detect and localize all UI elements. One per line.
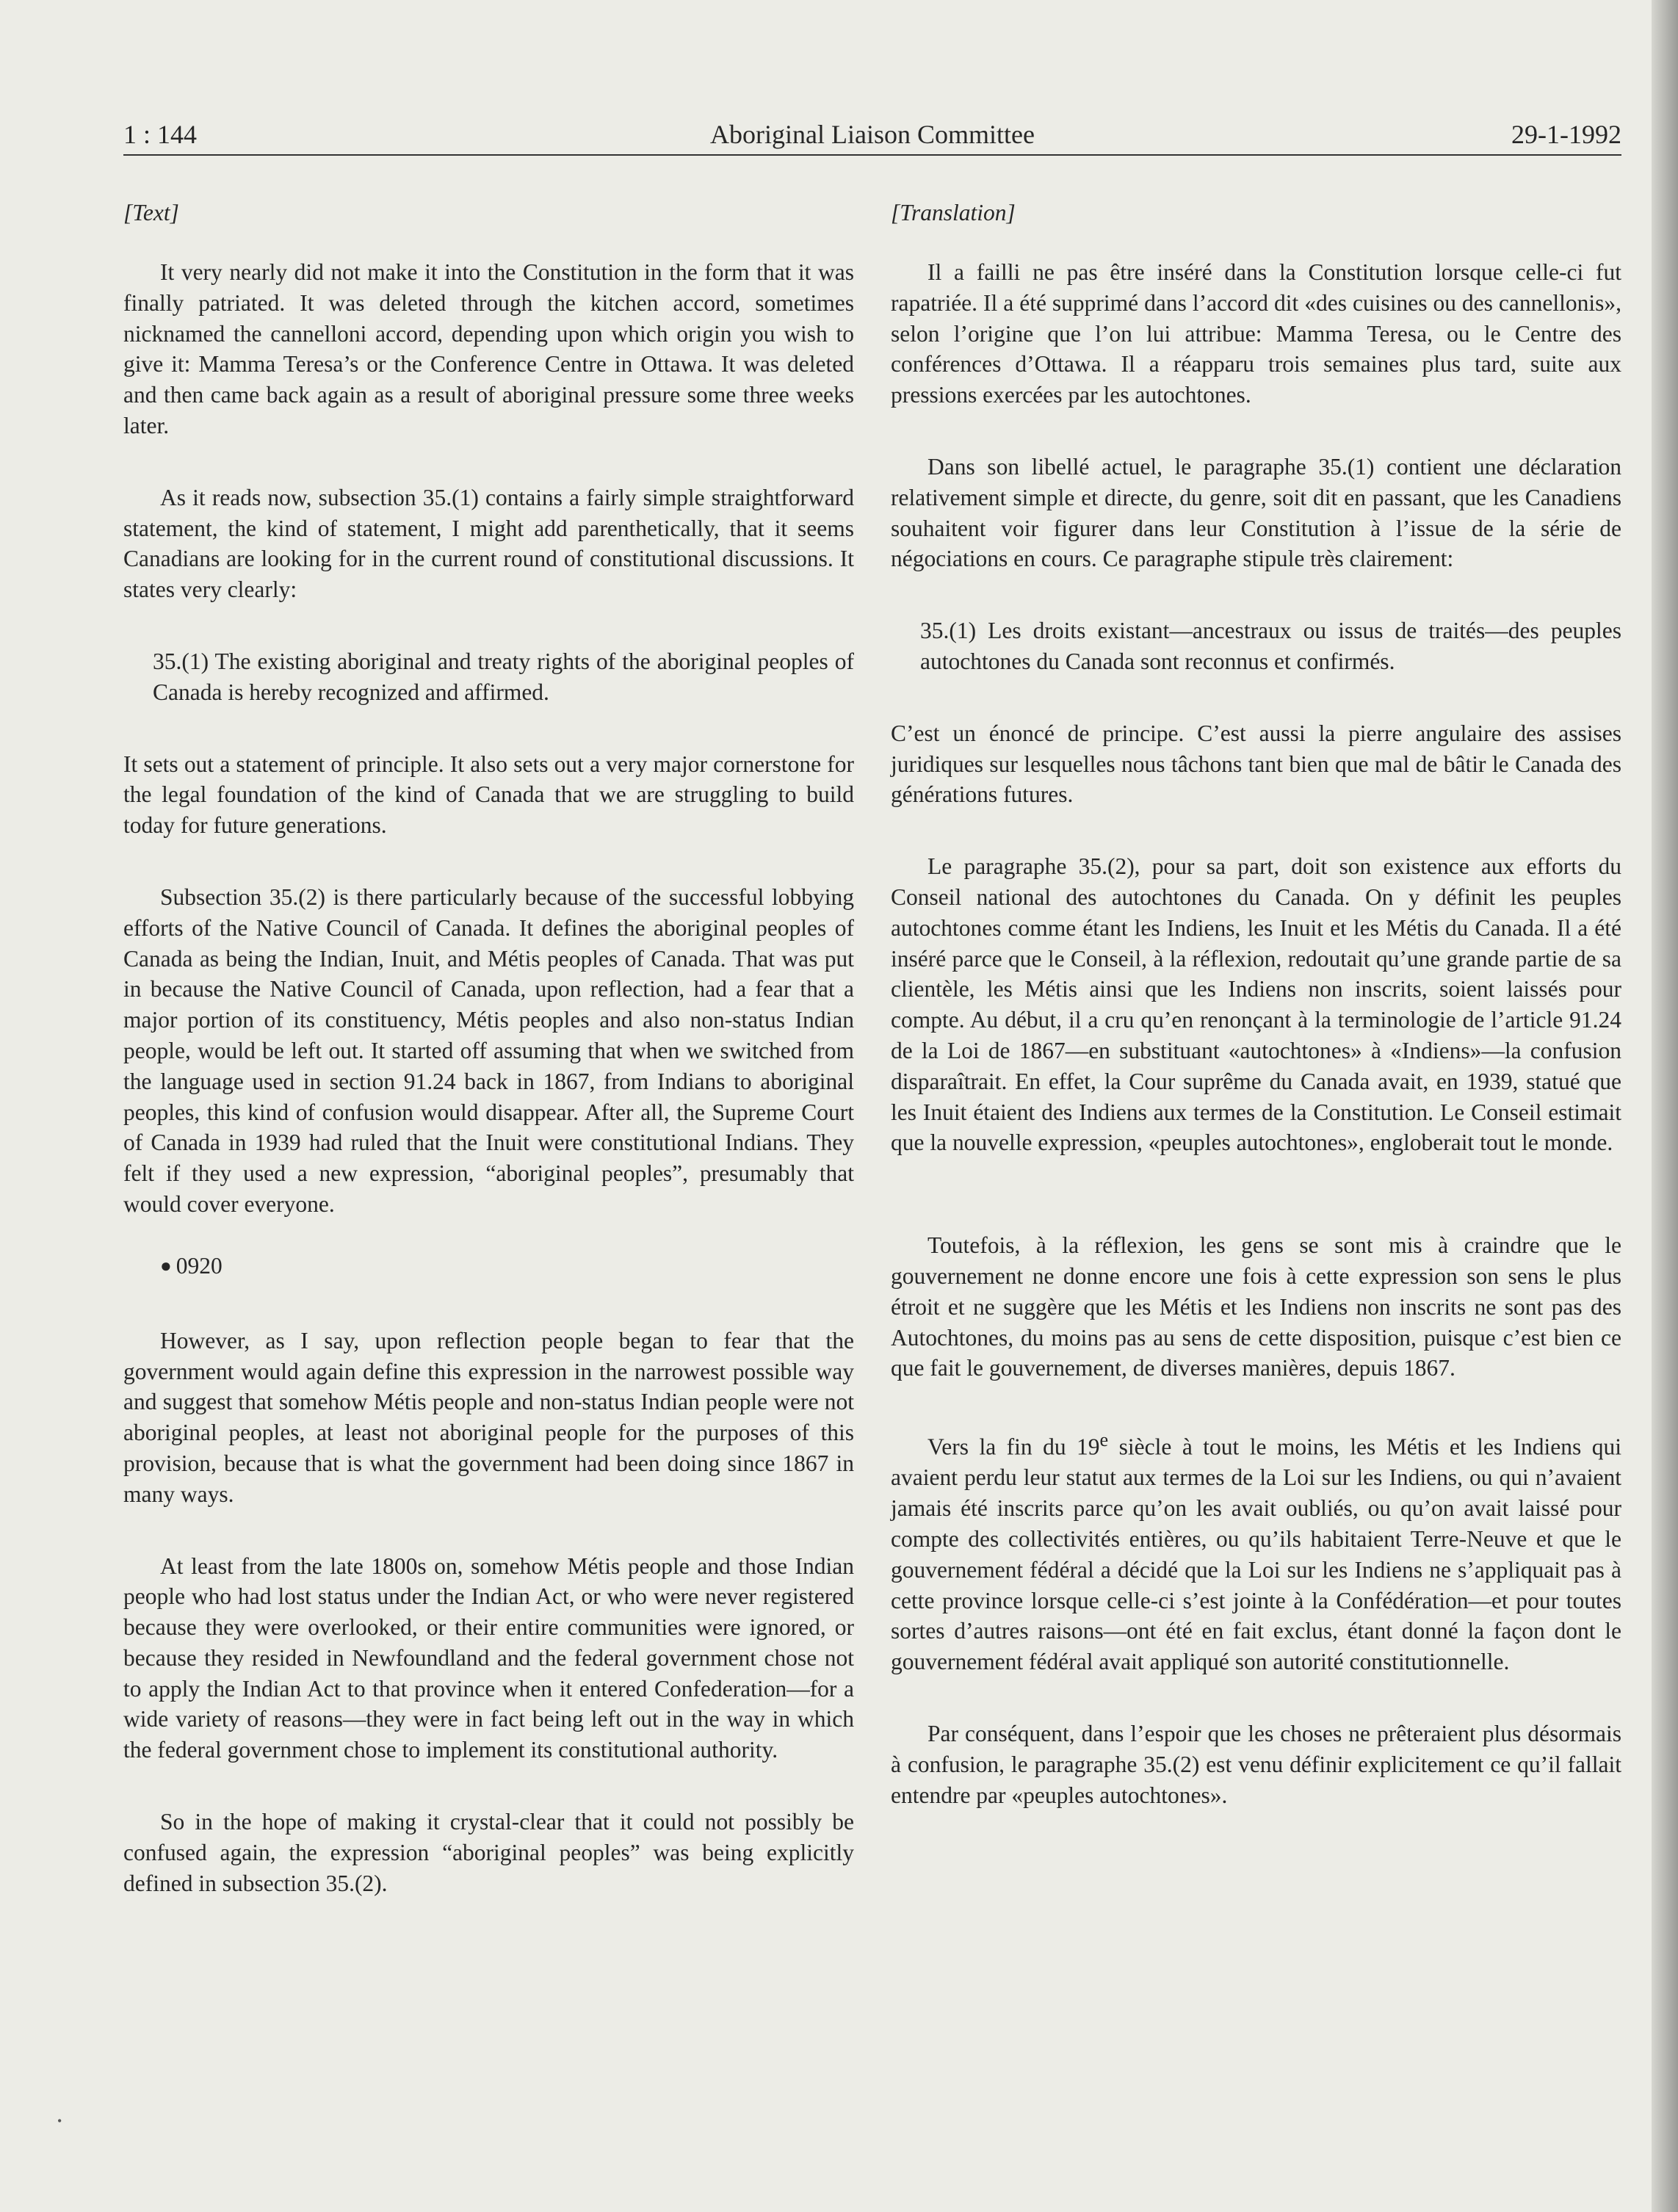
timestamp-marker <box>123 1251 854 1282</box>
running-title: Aboriginal Liaison Committee <box>710 120 1035 149</box>
page-header <box>123 110 1621 156</box>
paragraph: However, as I say, upon reflection people began to fear that the government would again define this expression in the narrowest possible way and suggest that somehow Métis people and non-status Indian people were not aboriginal peoples, at least not aboriginal people for the purposes of this provision, because that is what the government had been doing since 1867 in many ways. <box>123 1327 854 1507</box>
bullet-icon: ● <box>160 1254 172 1276</box>
page-binding-shadow <box>1652 0 1678 2212</box>
paragraph: Le paragraphe 35.(2), pour sa part, doit son existence aux efforts du Conseil national des autochtones du Canada. On y définit les peuples autochtones comme étant les Indiens, les Inuit et les Métis du Canada. Il a été inséré parce que le Conseil, à la réflexion, redoutait qu’une grande partie de sa clientèle, les Métis ainsi que les Indiens non inscrits, soient laissés pour compte. Au début, il a cru qu’en renonçant à la terminologie de l’article 91.24 de la Loi de 1867—en substituant «autochtones» à «Indiens»—la confusion disparaîtrait. En effet, la Cour suprême du Canada avait, en 1939, statué que les Inuit étaient des Indiens aux termes de la Constitution. Le Conseil estimait que la nouvelle expression, «peuples autochtones», engloberait tout le monde. <box>891 853 1621 1156</box>
paragraph: Dans son libellé actuel, le paragraphe 35.(1) contient une déclaration relativement simple et directe, du genre, soit dit en passant, que les Canadiens souhaitent voir figurer dans leur Constitution à l’issue de la série de négociations en cours. Ce paragraphe stipule très clairement: <box>891 453 1621 572</box>
timestamp: 0920 <box>176 1252 223 1279</box>
paragraph: As it reads now, subsection 35.(1) contains a fairly simple straightforward statement, the kind of statement, I might add parenthetically, that it seems Canadians are looking for in the current round of constitutional discussions. It states very clearly: <box>123 484 854 603</box>
paragraph: Subsection 35.(2) is there particularly because of the successful lobbying efforts of the Native Council of Canada. It defines the aboriginal peoples of Canada as being the Indian, Inuit, and Métis peoples of Canada. That was put in because the Native Council of Canada, upon reflection, had a fear that a major portion of its constituency, Métis peoples and also non-status Indian people, would be left out. It started off assuming that when we switched from the language used in section 91.24 back in 1867, from Indians to aboriginal peoples, this kind of confusion would disappear. After all, the Supreme Court of Canada in 1939 had ruled that the Inuit were constitutional Indians. They felt if they used a new expression, “aboriginal peoples”, presumably that would cover everyone. <box>123 883 854 1217</box>
statute-quote: 35.(1) The existing aboriginal and treaty rights of the aboriginal peoples of Canada is hereby recognized and affirmed. <box>153 648 854 705</box>
text-label: [Text] <box>123 200 179 225</box>
paragraph: Toutefois, à la réflexion, les gens se sont mis à craindre que le gouvernement ne donne encore une fois à cette expression son sens le plus étroit et ne suggère que les Métis et les Indiens non inscrits ne sont pas des Autochtones, du moins pas au sens de cette disposition, puisque c’est bien ce que fait le gouvernement, de diverses manières, depuis 1867. <box>891 1232 1621 1381</box>
paragraph: Par conséquent, dans l’espoir que les choses ne prêteraient plus désormais à confusion, le paragraphe 35.(2) est venu définir explicitement ce qu’il fallait entendre par «peuples autochtones». <box>891 1720 1621 1808</box>
paragraph: Vers la fin du 19e siècle à tout le moins, les Métis et les Indiens qui avaient perdu leur statut aux termes de la Loi sur les Indiens, ou qui n’avaient jamais été inscrits parce qu’on les avait oubliés, ou qu’on avait laissé pour compte des collectivités entières, ou qu’ils habitaient Terre-Neuve et que le gouvernement fédéral a décidé que la Loi sur les Indiens ne s’appliquait pas à cette province lorsque celle-ci s’est jointe à la Confédération—et pour toutes sortes d’autres raisons—ont été en fait exclus, étant donné la façon dont le gouvernement fédéral avait appliqué son autorité constitutionnelle. <box>891 1429 1621 1675</box>
english-column <box>123 198 854 1898</box>
translation-label: [Translation] <box>891 200 1016 225</box>
paragraph: It very nearly did not make it into the Constitution in the form that it was finally patriated. It was deleted through the kitchen accord, sometimes nicknamed the cannelloni accord, depending upon which origin you wish to give it: Mamma Teresa’s or the Conference Centre in Ottawa. It was deleted and then came back again as a result of aboriginal pressure some three weeks later. <box>123 259 854 438</box>
paragraph: It sets out a statement of principle. It also sets out a very major cornerstone for the legal foundation of the kind of Canada that we are struggling to build today for future generations. <box>123 751 854 839</box>
scan-fleck: • <box>57 2114 62 2128</box>
page-date: 29-1-1992 <box>1511 120 1621 149</box>
paragraph: At least from the late 1800s on, somehow Métis people and those Indian people who had lost status under the Indian Act, or who were never registered because they were overlooked, or their entire communities were ignored, or because they resided in Newfoundland and the federal government chose not to apply the Indian Act to that province when it entered Confederation—for a wide variety of reasons—they were in fact being left out in the way in which the federal government chose to implement its constitutional authority. <box>123 1553 854 1763</box>
page-number: 1 : 144 <box>123 120 198 149</box>
statute-quote: 35.(1) Les droits existant—ancestraux ou issus de traités—des peuples autochtones du Canada sont reconnus et confirmés. <box>920 618 1621 674</box>
paragraph: C’est un énoncé de principe. C’est aussi la pierre angulaire des assises juridiques sur lesquelles nous tâchons tant bien que mal de bâtir le Canada des générations futures. <box>891 720 1621 808</box>
paragraph: So in the hope of making it crystal-clear that it could not possibly be confused again, the expression “aboriginal peoples” was being explicitly defined in subsection 35.(2). <box>123 1809 854 1896</box>
french-column <box>891 198 1621 1810</box>
paragraph: Il a failli ne pas être inséré dans la Constitution lorsque celle-ci fut rapatriée. Il a été supprimé dans l’accord dit «des cuisines ou des cannellonis», selon l’origine que l’on lui attribue: Mamma Teresa, ou le Centre des conférences d’Ottawa. Il a réapparu trois semaines plus tard, suite aux pressions exercées par les autochtones. <box>891 259 1621 408</box>
